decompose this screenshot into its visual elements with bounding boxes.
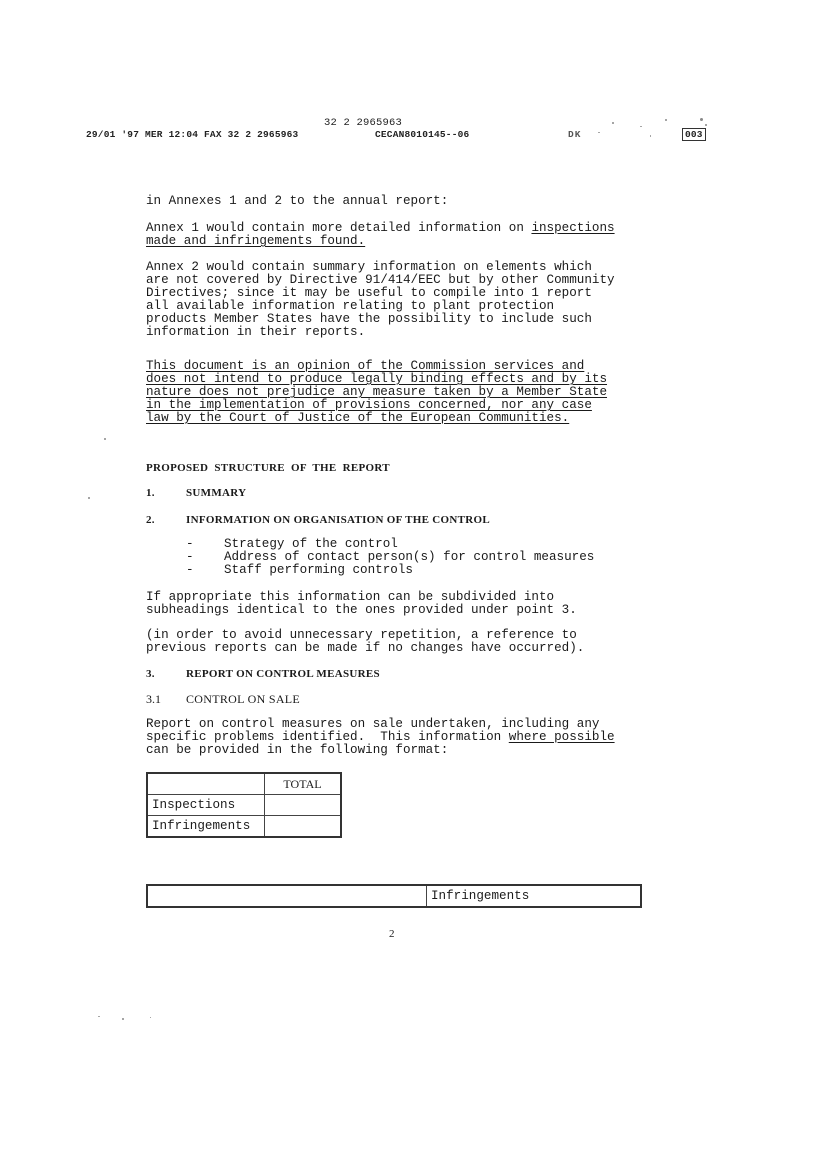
table-header-cell — [147, 773, 265, 795]
annex2-line: products Member States have the possibility to include such — [146, 312, 592, 326]
table-header-row — [147, 773, 341, 795]
repetition-line: previous reports can be made if no changes have occurred). — [146, 641, 585, 655]
bullet-item: Address of contact person(s) for control measures — [224, 550, 595, 564]
page-number: 2 — [389, 928, 395, 940]
table-cell: Inspections — [147, 795, 265, 816]
table-header-cell — [147, 885, 427, 907]
table-header-cell: TOTAL — [265, 773, 342, 795]
annex1-underlined-1: inspections — [531, 221, 615, 235]
disclaimer-line: nature does not prejudice any measure taken by a Member State — [146, 385, 608, 399]
section-3-title: REPORT ON CONTROL MEASURES — [186, 668, 380, 680]
infringements-table — [146, 884, 642, 908]
section-1-number: 1. — [146, 487, 155, 499]
disclaimer-line: does not intend to produce legally binding effects and by its — [146, 372, 608, 386]
fax-page-number: 003 — [682, 128, 706, 141]
table-header-cell: Infringements — [427, 885, 642, 907]
disclaimer-line: law by the Court of Justice of the European Communities. — [146, 411, 570, 425]
bullet-dash: - — [186, 563, 194, 577]
proposed-structure-heading: PROPOSED STRUCTURE OF THE REPORT — [146, 462, 390, 474]
annex1-line2: made and infringements found. — [146, 234, 366, 248]
table-cell: Infringements — [147, 816, 265, 838]
section-3-number: 3. — [146, 668, 155, 680]
subdivide-line: If appropriate this information can be subdivided into — [146, 590, 555, 604]
fax-header-center: CECAN8010145--06 — [375, 129, 470, 140]
bullet-dash: - — [186, 550, 194, 564]
annex2-line: all available information relating to plant protection — [146, 299, 555, 313]
fax-top-number: 32 2 2965963 — [324, 117, 403, 129]
annex2-line: Directives; since it may be useful to compile into 1 report — [146, 286, 592, 300]
report-underlined: where possible — [508, 730, 615, 744]
report-line1: Report on control measures on sale undertaken, including any — [146, 717, 600, 731]
section-1-title: SUMMARY — [186, 487, 247, 499]
annex2-line: information in their reports. — [146, 325, 366, 339]
report-line3: can be provided in the following format: — [146, 743, 449, 757]
control-on-sale-table — [146, 772, 342, 838]
section-2-number: 2. — [146, 514, 155, 526]
bullet-item: Strategy of the control — [224, 537, 398, 551]
section-2-title: INFORMATION ON ORGANISATION OF THE CONTROL — [186, 514, 491, 526]
table-row — [147, 816, 341, 838]
table-header-row — [147, 885, 641, 907]
table-cell — [265, 816, 342, 838]
fax-header-code: DK — [568, 129, 582, 140]
annex2-line: Annex 2 would contain summary information on elements which — [146, 260, 592, 274]
report-line2-text: specific problems identified. This information — [146, 730, 509, 744]
annex2-line: are not covered by Directive 91/414/EEC but by other Community — [146, 273, 615, 287]
disclaimer-line: This document is an opinion of the Commission services and — [146, 359, 585, 373]
repetition-line: (in order to avoid unnecessary repetition, a reference to — [146, 628, 577, 642]
fax-header-left: 29/01 '97 MER 12:04 FAX 32 2 2965963 — [86, 129, 299, 140]
annex1-text: Annex 1 would contain more detailed information on — [146, 221, 532, 235]
disclaimer-line: in the implementation of provisions concerned, nor any case — [146, 398, 592, 412]
table-row — [147, 795, 341, 816]
table-cell — [265, 795, 342, 816]
subdivide-line: subheadings identical to the ones provided under point 3. — [146, 603, 577, 617]
intro-line: in Annexes 1 and 2 to the annual report: — [146, 194, 449, 208]
section-3-1-number: 3.1 — [146, 692, 161, 706]
bullet-dash: - — [186, 537, 194, 551]
bullet-item: Staff performing controls — [224, 563, 413, 577]
section-3-1-title: CONTROL ON SALE — [186, 692, 301, 706]
